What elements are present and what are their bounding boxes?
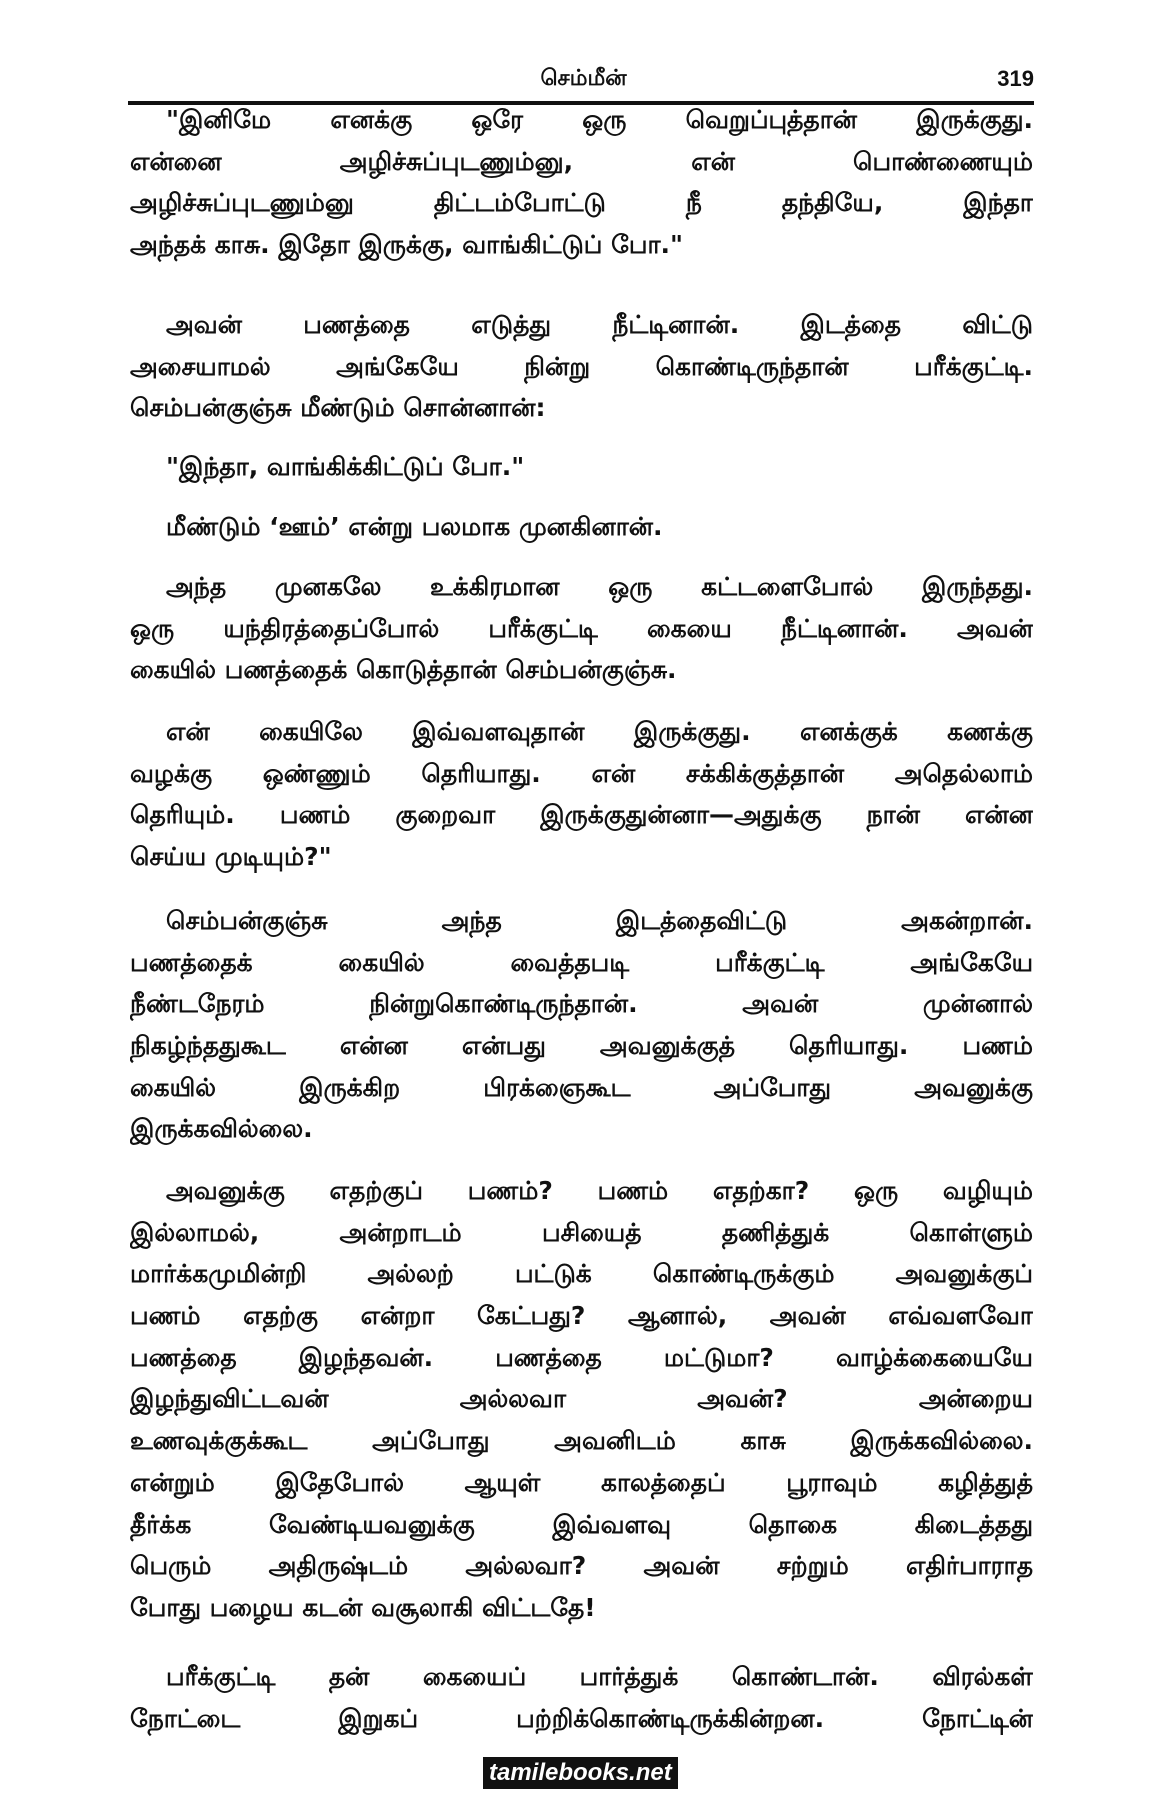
text-line: பணத்தை இழந்தவன். பணத்தை மட்டுமா? வாழ்க்கையையே — [130, 1342, 1033, 1372]
paragraph — [130, 711, 1033, 878]
text-line: இழந்துவிட்டவன் அல்லவா அவன்? அன்றைய — [130, 1384, 1033, 1414]
text-line: மார்க்கமுமின்றி அல்லற் பட்டுக் கொண்டிருக்கும் அவனுக்குப் — [130, 1259, 1033, 1289]
text-line: ஒரு யந்திரத்தைப்போல் பரீக்குட்டி கையை நீட்டினான். அவன் — [130, 613, 1033, 643]
paragraph — [130, 1170, 1033, 1629]
text-line: என் கையிலே இவ்வளவுதான் இருக்குது. எனக்குக் கணக்கு — [166, 717, 1033, 746]
text-line: "இந்தா, வாங்கிக்கிட்டுப் போ." — [166, 452, 525, 481]
text-line: அசையாமல் அங்கேயே நின்று கொண்டிருந்தான் பரீக்குட்டி. — [130, 351, 1033, 381]
text-line: உணவுக்குக்கூட அப்போது அவனிடம் காசு இருக்கவில்லை. — [130, 1426, 1033, 1456]
paragraph — [130, 566, 1033, 691]
paragraph — [130, 99, 1033, 266]
paragraph — [130, 900, 1033, 1150]
text-line: செம்பன்குஞ்சு அந்த இடத்தைவிட்டு அகன்றான். — [166, 906, 1033, 935]
watermark: tamilebooks.net — [483, 1757, 678, 1789]
text-line: செய்ய முடியும்?" — [130, 842, 332, 872]
text-line: நிகழ்ந்ததுகூட என்ன என்பது அவனுக்குத் தெரியாது. பணம் — [130, 1031, 1033, 1061]
text-line: பணம் எதற்கு என்றா கேட்பது? ஆனால், அவன் எவ்வளவோ — [130, 1301, 1033, 1331]
text-line: என்றும் இதேபோல் ஆயுள் காலத்தைப் பூராவும் கழித்துத் — [130, 1467, 1033, 1497]
text-line: என்னை அழிச்சுப்புடணும்னு, என் பொண்ணையும் — [130, 146, 1033, 176]
text-line: அந்தக் காசு. இதோ இருக்கு, வாங்கிட்டுப் போ." — [130, 230, 684, 260]
text-line: மீண்டும் ‘ஊம்’ என்று பலமாக முனகினான். — [166, 512, 663, 541]
text-line: இருக்கவில்லை. — [130, 1114, 313, 1144]
paragraph — [130, 446, 1033, 488]
paragraph — [130, 304, 1033, 429]
text-line: அவன் பணத்தை எடுத்து நீட்டினான். இடத்தை விட்டு — [166, 310, 1033, 339]
page-number: 319 — [997, 66, 1034, 91]
text-line: போது பழைய கடன் வசூலாகி விட்டதே! — [130, 1592, 596, 1622]
text-line: அழிச்சுப்புடணும்னு திட்டம்போட்டு நீ தந்தியே, இந்தா — [130, 188, 1033, 218]
text-line: செம்பன்குஞ்சு மீண்டும் சொன்னான்: — [130, 393, 546, 423]
text-line: கையில் இருக்கிற பிரக்ஞைகூட அப்போது அவனுக்கு — [130, 1072, 1033, 1102]
paragraph — [130, 1656, 1033, 1739]
text-line: அந்த முனகலே உக்கிரமான ஒரு கட்டளைபோல் இருந்தது. — [166, 572, 1033, 601]
text-line: கையில் பணத்தைக் கொடுத்தான் செம்பன்குஞ்சு. — [130, 655, 677, 685]
text-line: தெரியும். பணம் குறைவா இருக்குதுன்னா—அதுக்கு நான் என்ன — [130, 800, 1033, 830]
text-line: நோட்டை இறுகப் பற்றிக்கொண்டிருக்கின்றன. நோட்டின் — [130, 1703, 1033, 1733]
text-line: நீண்டநேரம் நின்றுகொண்டிருந்தான். அவன் முன்னால் — [130, 989, 1033, 1019]
text-line: இல்லாமல், அன்றாடம் பசியைத் தணித்துக் கொள்ளும் — [130, 1217, 1033, 1247]
running-header-title: செம்மீன் — [540, 66, 627, 91]
text-line: தீர்க்க வேண்டியவனுக்கு இவ்வளவு தொகை கிடைத்தது — [130, 1509, 1033, 1539]
text-line: பணத்தைக் கையில் வைத்தபடி பரீக்குட்டி அங்கேயே — [130, 947, 1033, 977]
text-line: அவனுக்கு எதற்குப் பணம்? பணம் எதற்கா? ஒரு வழியும் — [166, 1176, 1033, 1205]
paragraph — [130, 506, 1033, 548]
text-line: பரீக்குட்டி தன் கையைப் பார்த்துக் கொண்டான். விரல்கள் — [166, 1662, 1033, 1691]
text-line: "இனிமே எனக்கு ஒரே ஒரு வெறுப்புத்தான் இருக்குது. — [166, 105, 1033, 134]
text-line: பெரும் அதிருஷ்டம் அல்லவா? அவன் சற்றும் எதிர்பாராத — [130, 1551, 1033, 1581]
text-line: வழக்கு ஒண்ணும் தெரியாது. என் சக்கிக்குத்தான் அதெல்லாம் — [130, 758, 1033, 788]
